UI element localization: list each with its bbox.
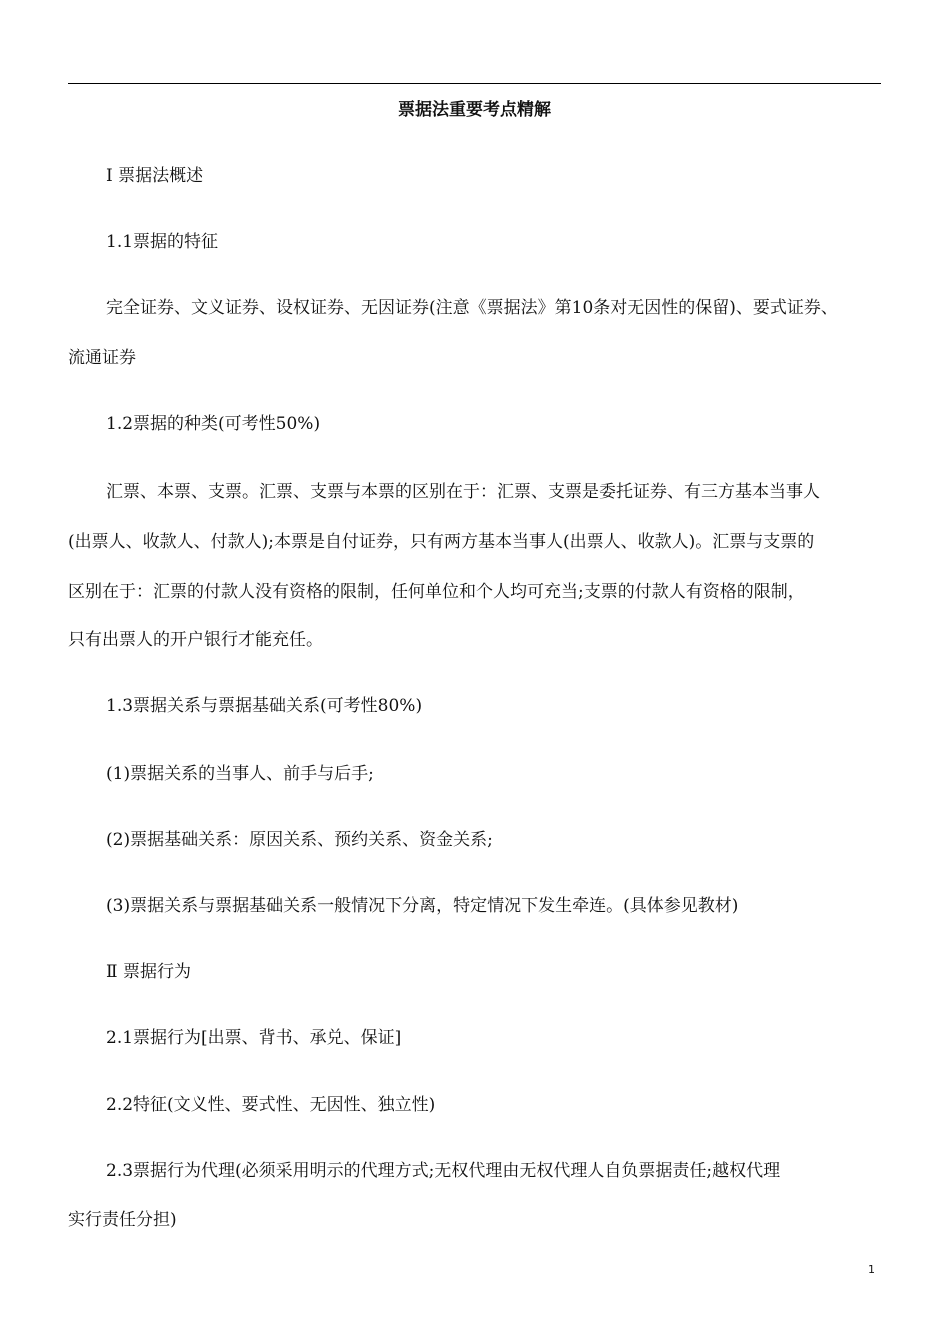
- subheading-1-1: 1.1票据的特征: [106, 232, 219, 252]
- section-heading-1: Ⅰ 票据法概述: [106, 166, 204, 186]
- subheading-1-3: 1.3票据关系与票据基础关系(可考性80%): [106, 696, 423, 716]
- section-heading-2: Ⅱ 票据行为: [106, 962, 191, 982]
- paragraph-1-2-line1: 汇票、本票、支票。汇票、支票与本票的区别在于：汇票、支票是委托证券、有三方基本当事人: [106, 482, 820, 502]
- page-number: 1: [868, 1263, 875, 1276]
- header-rule: [68, 83, 881, 84]
- list-item-2: (2)票据基础关系：原因关系、预约关系、资金关系;: [106, 830, 493, 850]
- subheading-2-1: 2.1票据行为[出票、背书、承兑、保证]: [106, 1028, 402, 1048]
- paragraph-1-2-line4: 只有出票人的开户银行才能充任。: [68, 630, 323, 650]
- subheading-2-3-line1: 2.3票据行为代理(必须采用明示的代理方式;无权代理由无权代理人自负票据责任;越权代理: [106, 1161, 781, 1181]
- paragraph-1-1-line1: 完全证券、文义证券、设权证券、无因证券(注意《票据法》第10条对无因性的保留)、要式证券、: [106, 298, 838, 318]
- list-item-1: (1)票据关系的当事人、前手与后手;: [106, 764, 374, 784]
- document-title: 票据法重要考点精解: [398, 100, 551, 120]
- subheading-2-2: 2.2特征(文义性、要式性、无因性、独立性): [106, 1095, 436, 1115]
- subheading-2-3-line2: 实行责任分担): [68, 1210, 177, 1230]
- paragraph-1-2-line2: (出票人、收款人、付款人);本票是自付证券，只有两方基本当事人(出票人、收款人)。汇票与支票的: [68, 532, 815, 552]
- paragraph-1-2-line3: 区别在于：汇票的付款人没有资格的限制，任何单位和个人均可充当;支票的付款人有资格的限制，: [68, 582, 805, 602]
- list-item-3: (3)票据关系与票据基础关系一般情况下分离，特定情况下发生牵连。(具体参见教材): [106, 896, 739, 916]
- subheading-1-2: 1.2票据的种类(可考性50%): [106, 414, 321, 434]
- paragraph-1-1-line2: 流通证券: [68, 348, 136, 368]
